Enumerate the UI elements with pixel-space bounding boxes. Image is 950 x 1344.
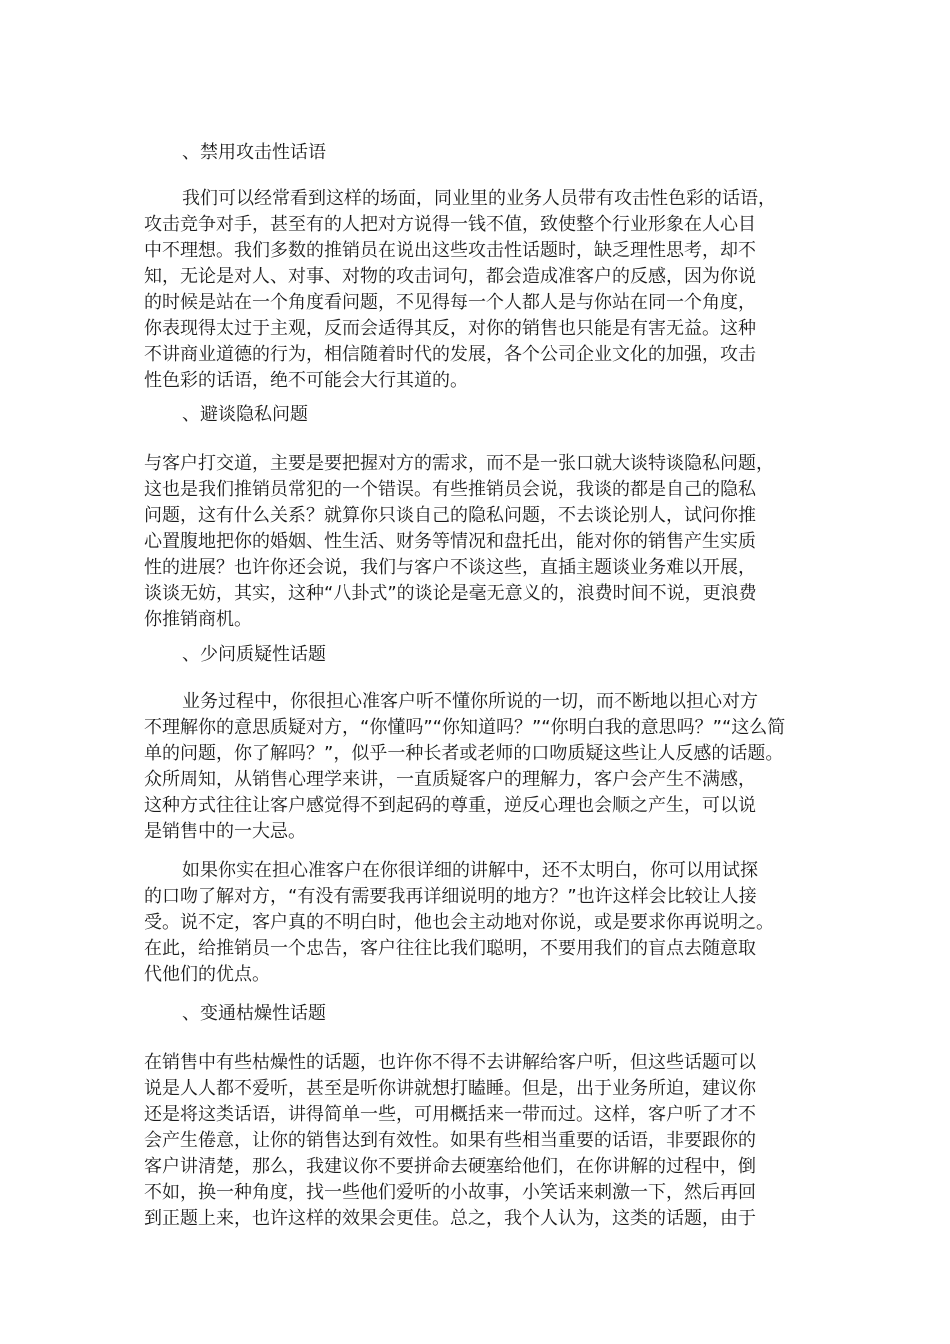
section-heading-3: 、少问质疑性话题 <box>182 644 326 665</box>
section-1-paragraph-1 <box>144 186 814 394</box>
text-line: 的时候是站在一个角度看问题，不见得每一个人都人是与你站在同一个角度， <box>144 292 756 313</box>
text-line: 知，无论是对人、对事、对物的攻击词句，都会造成准客户的反感，因为你说 <box>144 266 756 287</box>
text-line: 性的进展？也许你还会说，我们与客户不谈这些，直插主题谈业务难以开展， <box>144 557 756 578</box>
text-line: 单的问题，你了解吗？”，似乎一种长者或老师的口吻质疑这些让人反感的话题。 <box>144 743 784 764</box>
text-line: 会产生倦意，让你的销售达到有效性。如果有些相当重要的话语，非要跟你的 <box>144 1130 756 1151</box>
text-line: 不讲商业道德的行为，相信随着时代的发展，各个公司企业文化的加强，攻击 <box>144 344 756 365</box>
text-line: 的口吻了解对方，“有没有需要我再详细说明的地方？”也许这样会比较让人接 <box>144 886 757 907</box>
section-3-paragraph-1 <box>144 689 814 845</box>
text-line: 不理解你的意思质疑对方，“你懂吗”“你知道吗？”“你明白我的意思吗？”“这么简 <box>144 717 786 738</box>
text-line: 如果你实在担心准客户在你很详细的讲解中，还不太明白，你可以用试探 <box>182 860 758 881</box>
text-line: 这种方式往往让客户感觉得不到起码的尊重，逆反心理也会顺之产生，可以说 <box>144 795 756 816</box>
text-line: 还是将这类话语，讲得简单一些，可用概括来一带而过。这样，客户听了才不 <box>144 1104 756 1125</box>
text-line: 到正题上来，也许这样的效果会更佳。总之，我个人认为，这类的话题，由于 <box>144 1208 756 1229</box>
text-line: 代他们的优点。 <box>144 964 270 985</box>
text-line: 攻击竞争对手，甚至有的人把对方说得一钱不值，致使整个行业形象在人心目 <box>144 214 756 235</box>
text-line: 业务过程中，你很担心准客户听不懂你所说的一切，而不断地以担心对方 <box>182 691 758 712</box>
text-line: 谈谈无妨，其实，这种“八卦式”的谈论是毫无意义的，浪费时间不说，更浪费 <box>144 583 757 604</box>
text-line: 这也是我们推销员常犯的一个错误。有些推销员会说，我谈的都是自己的隐私 <box>144 479 756 500</box>
section-2-paragraph-1 <box>144 451 814 633</box>
text-line: 你表现得太过于主观，反而会适得其反，对你的销售也只能是有害无益。这种 <box>144 318 756 339</box>
text-line: 是销售中的一大忌。 <box>144 821 306 842</box>
text-line: 客户讲清楚，那么，我建议你不要拼命去硬塞给他们，在你讲解的过程中，倒 <box>144 1156 756 1177</box>
text-line: 性色彩的话语，绝不可能会大行其道的。 <box>144 370 468 391</box>
text-line: 众所周知，从销售心理学来讲，一直质疑客户的理解力，客户会产生不满感， <box>144 769 756 790</box>
text-line: 心置腹地把你的婚姻、性生活、财务等情况和盘托出，能对你的销售产生实质 <box>144 531 756 552</box>
section-heading-2: 、避谈隐私问题 <box>182 404 308 425</box>
text-line: 中不理想。我们多数的推销员在说出这些攻击性话题时，缺乏理性思考，却不 <box>144 240 756 261</box>
text-line: 受。说不定，客户真的不明白时，他也会主动地对你说，或是要求你再说明之。 <box>144 912 774 933</box>
text-line: 你推销商机。 <box>144 609 252 630</box>
section-heading-4: 、变通枯燥性话题 <box>182 1003 326 1024</box>
text-line: 我们可以经常看到这样的场面，同业里的业务人员带有攻击性色彩的话语， <box>182 188 776 209</box>
section-4-paragraph-1 <box>144 1050 814 1232</box>
section-heading-1: 、禁用攻击性话语 <box>182 142 326 163</box>
text-line: 说是人人都不爱听，甚至是听你讲就想打瞌睡。但是，出于业务所迫，建议你 <box>144 1078 756 1099</box>
text-line: 在销售中有些枯燥性的话题，也许你不得不去讲解给客户听，但这些话题可以 <box>144 1052 756 1073</box>
text-line: 不如，换一种角度，找一些他们爱听的小故事，小笑话来刺激一下，然后再回 <box>144 1182 756 1203</box>
section-3-paragraph-2 <box>144 858 814 988</box>
text-line: 在此，给推销员一个忠告，客户往往比我们聪明，不要用我们的盲点去随意取 <box>144 938 756 959</box>
text-line: 问题，这有什么关系？就算你只谈自己的隐私问题，不去谈论别人，试问你推 <box>144 505 756 526</box>
text-line: 与客户打交道，主要是要把握对方的需求，而不是一张口就大谈特谈隐私问题， <box>144 453 774 474</box>
